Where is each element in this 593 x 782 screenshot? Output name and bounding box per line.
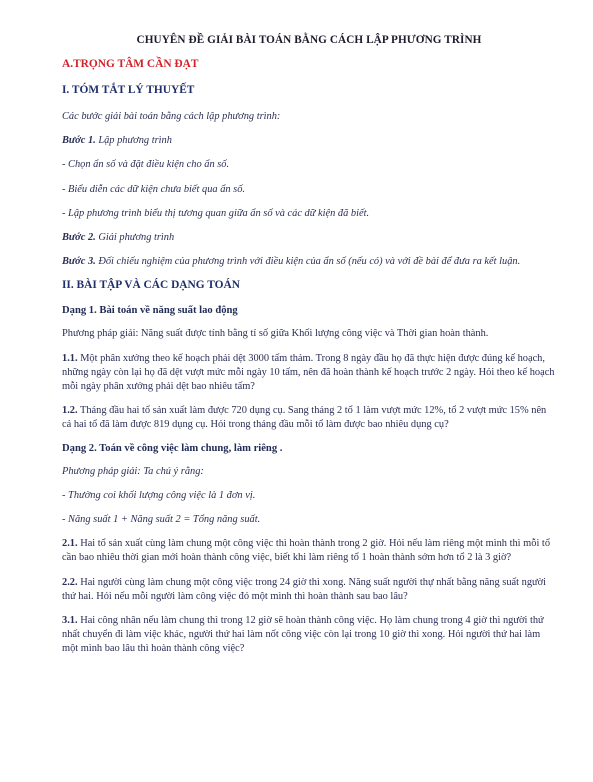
step-1-text: Lập phương trình (95, 135, 172, 147)
problem-number: 2.1. (62, 538, 78, 550)
section-1-heading: I. TÓM TẮT LÝ THUYẾT (62, 84, 195, 96)
theory-intro: Các bước giải bài toán bằng cách lập phương trình: (62, 111, 281, 122)
step-1 (62, 134, 556, 148)
step-3-label: Bước 3. (62, 256, 96, 268)
step-2-text: Giải phương trình (95, 232, 175, 244)
type-1-heading: Dạng 1. Bài toán về năng suất lao động (62, 305, 238, 317)
problem-number: 3.1. (62, 615, 78, 627)
type-2-note-1: - Thường coi khối lượng công việc là 1 đơn vị. (62, 489, 256, 501)
step-2-label: Bước 2. (62, 232, 96, 244)
step-3-text: Đối chiếu nghiệm của phương trình với điều kiện của ẩn số (nếu có) và với đề bài để đưa ra kết luận. (95, 256, 521, 268)
type-1-method: Phương pháp giải: Năng suất được tính bằng tỉ số giữa Khối lượng công việc và Thời gian hoàn thành. (62, 328, 489, 340)
bullet-3: - Lập phương trình biểu thị tương quan giữa ẩn số và các dữ kiện đã biết. (62, 207, 370, 219)
step-3 (62, 255, 556, 269)
problem-2-2 (62, 576, 556, 604)
problem-number: 1.2. (62, 405, 78, 417)
problem-3-1 (62, 614, 556, 657)
section-2-heading: II. BÀI TẬP VÀ CÁC DẠNG TOÁN (62, 279, 240, 292)
step-2 (62, 231, 556, 245)
bullet-2: - Biểu diễn các dữ kiện chưa biết qua ẩn số. (62, 183, 246, 195)
section-a-heading: A.TRỌNG TÂM CẦN ĐẠT (62, 58, 199, 70)
document-page (62, 34, 556, 667)
problem-1-1 (62, 352, 556, 395)
document-title: CHUYÊN ĐỀ GIẢI BÀI TOÁN BẰNG CÁCH LẬP PHƯƠNG TRÌNH (136, 34, 482, 46)
step-1-label: Bước 1. (62, 135, 96, 147)
problem-1-2 (62, 404, 556, 432)
problem-text: Hai tổ sản xuất cùng làm chung một công việc thì hoàn thành trong 2 giờ. Hỏi nếu làm riêng một mình thì mỗi tổ cần bao nhiêu thời gian mới hoàn thành công việc, biết khi làm riêng tổ 1 hoàn thành sớm hơn tổ 2 là 3 giờ? (62, 538, 551, 564)
type-2-method: Phương pháp giải: Ta chú ý rằng: (62, 465, 204, 477)
problem-number: 2.2. (62, 576, 78, 588)
problem-text: Tháng đầu hai tổ sản xuất làm được 720 dụng cụ. Sang tháng 2 tổ 1 làm vượt mức 12%, tổ 2 vượt mức 15% nên cả hai tổ đã làm được 819 dụng cụ. Hỏi trong tháng đầu mỗi tổ làm được bao nhiêu dụng cụ? (62, 405, 547, 431)
problem-2-1 (62, 537, 556, 565)
problem-text: Hai người cùng làm chung một công việc trong 24 giờ thì xong. Năng suất người thự nhất bằng năng suất người thứ hai. Hỏi nếu mỗi người làm công việc đó một mình thì hoàn thành sau bao lâu? (62, 576, 547, 602)
problem-text: Một phân xưởng theo kế hoạch phải dệt 3000 tấm thảm. Trong 8 ngày đầu họ đã thực hiện được đúng kế hoạch, những ngày còn lại họ đã dệt vượt mức mỗi ngày 10 tấm, nên đã hoàn thành kế hoạch trước 2 ngày. Hỏi theo kế hoạch mỗi ngày phân xưởng phải dệt bao nhiêu tấm? (62, 352, 555, 393)
bullet-1: - Chọn ẩn số và đặt điều kiện cho ẩn số. (62, 159, 230, 171)
problem-text: Hai công nhân nếu làm chung thì trong 12 giờ sẽ hoàn thành công việc. Họ làm chung trong 4 giờ thì người thứ nhất chuyển đi làm việc khác, người thứ hai làm nốt công việc còn lại trong 10 giờ thì xong. Hỏi người thứ hai làm một mình bao lâu thì hoàn thành công việc? (62, 615, 544, 655)
problem-number: 1.1. (62, 352, 78, 364)
type-2-heading: Dạng 2. Toán về công việc làm chung, làm riêng . (62, 442, 283, 454)
type-2-note-2: - Năng suất 1 + Năng suất 2 = Tổng năng suất. (62, 514, 261, 526)
